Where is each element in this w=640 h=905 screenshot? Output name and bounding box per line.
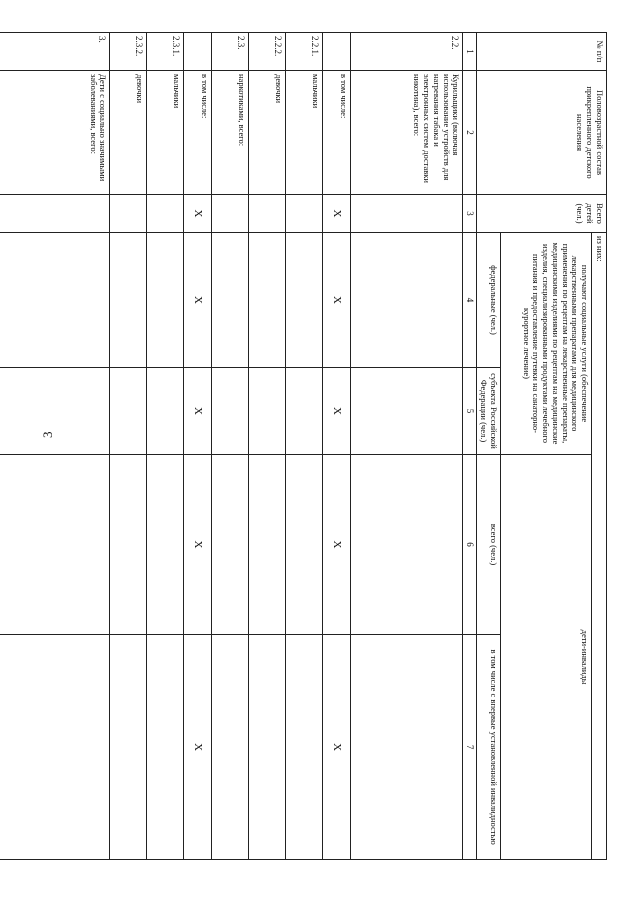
row-label: мальчики xyxy=(147,71,184,195)
col-number: 7 xyxy=(463,635,476,860)
row-number: 2.3.1. xyxy=(147,33,184,71)
header-total: Всего детей (чел.) xyxy=(476,195,606,233)
row-cell xyxy=(249,635,286,860)
row-cell: X xyxy=(323,195,351,233)
row-cell xyxy=(110,233,147,368)
col-number: 1 xyxy=(463,33,476,71)
row-cell xyxy=(286,195,323,233)
row-cell xyxy=(110,635,147,860)
header-federal: федеральные (чел.) xyxy=(476,233,501,368)
row-cell xyxy=(286,233,323,368)
row-cell: X xyxy=(184,635,212,860)
row-cell xyxy=(110,195,147,233)
row-cell xyxy=(110,455,147,635)
row-cell: X xyxy=(184,195,212,233)
row-cell xyxy=(0,635,110,860)
table-row xyxy=(184,33,212,860)
header-of-them: из них: xyxy=(592,233,607,860)
table-row xyxy=(0,33,110,860)
row-cell: X xyxy=(184,368,212,455)
row-label: девочки xyxy=(249,71,286,195)
row-cell: X xyxy=(323,455,351,635)
page-number: 3 xyxy=(40,431,55,438)
row-label: Дети с социально значимыми заболеваниями, всего: xyxy=(0,71,110,195)
row-cell xyxy=(286,635,323,860)
row-cell xyxy=(286,368,323,455)
table-row xyxy=(212,33,249,860)
table-body xyxy=(0,33,463,860)
column-number-row xyxy=(463,33,476,860)
col-number: 3 xyxy=(463,195,476,233)
row-cell xyxy=(147,635,184,860)
row-number: 2.3. xyxy=(212,33,249,71)
table-row xyxy=(286,33,323,860)
row-label: в том числе: xyxy=(323,71,351,195)
table-row xyxy=(351,33,463,860)
col-number: 2 xyxy=(463,71,476,195)
row-label: девочки xyxy=(110,71,147,195)
row-cell xyxy=(0,233,110,368)
row-cell xyxy=(147,195,184,233)
col-number: 6 xyxy=(463,455,476,635)
col-number: 4 xyxy=(463,233,476,368)
rotated-sheet xyxy=(40,0,640,870)
table-row xyxy=(249,33,286,860)
row-label: Курильщики (включая использование устройств для нагревания табака и электронных систем доставки никотина), всего: xyxy=(351,71,463,195)
header-disabled-first: в том числе с впервые установленной инвалидностью xyxy=(476,635,501,860)
row-number xyxy=(323,33,351,71)
table-row xyxy=(110,33,147,860)
header-disabled: дети-инвалиды xyxy=(501,455,592,860)
row-number: 2.2.1. xyxy=(286,33,323,71)
row-cell xyxy=(351,635,463,860)
row-cell xyxy=(351,195,463,233)
table-row xyxy=(323,33,351,860)
row-cell xyxy=(147,233,184,368)
row-cell xyxy=(351,233,463,368)
row-number: 2.2. xyxy=(351,33,463,71)
header-composition: Половозрастной состав прикрепленного детского населения xyxy=(476,71,606,195)
row-cell xyxy=(249,455,286,635)
header-disabled-total: всего (чел.) xyxy=(476,455,501,635)
row-cell xyxy=(212,233,249,368)
row-number: 2.3.2. xyxy=(110,33,147,71)
row-cell xyxy=(212,368,249,455)
row-cell: X xyxy=(323,233,351,368)
row-cell xyxy=(0,195,110,233)
header-num: № п/п xyxy=(476,33,606,71)
row-cell xyxy=(0,455,110,635)
row-cell xyxy=(110,368,147,455)
row-cell xyxy=(286,455,323,635)
row-number: 2.2.2. xyxy=(249,33,286,71)
row-label: в том числе: xyxy=(184,71,212,195)
table-row xyxy=(147,33,184,860)
report-table xyxy=(0,32,607,860)
row-number xyxy=(184,33,212,71)
row-cell xyxy=(351,368,463,455)
row-cell: X xyxy=(184,233,212,368)
row-cell xyxy=(212,455,249,635)
col-number: 5 xyxy=(463,368,476,455)
row-cell xyxy=(249,368,286,455)
row-cell: X xyxy=(323,635,351,860)
row-cell xyxy=(147,455,184,635)
row-cell xyxy=(212,195,249,233)
row-cell xyxy=(249,233,286,368)
header-regional: субъекта Российской Федерации (чел.) xyxy=(476,368,501,455)
row-cell: X xyxy=(323,368,351,455)
row-number: 3. xyxy=(0,33,110,71)
row-cell xyxy=(147,368,184,455)
row-label: мальчики xyxy=(286,71,323,195)
row-cell xyxy=(249,195,286,233)
row-cell xyxy=(351,455,463,635)
header-social-services: получают социальные услуги (обеспечение лекарственными препаратами для медицинского применения по рецептам на лекарственные препараты, медицинскими изделиями по рецептам на медицинские изделия, специализированными продуктами лечебного питания и предоставление путевки на санаторно-курортное лечение) xyxy=(501,233,592,455)
row-cell xyxy=(0,368,110,455)
row-label: наркотиками, всего: xyxy=(212,71,249,195)
row-cell: X xyxy=(184,455,212,635)
table-header xyxy=(463,33,607,860)
row-cell xyxy=(212,635,249,860)
